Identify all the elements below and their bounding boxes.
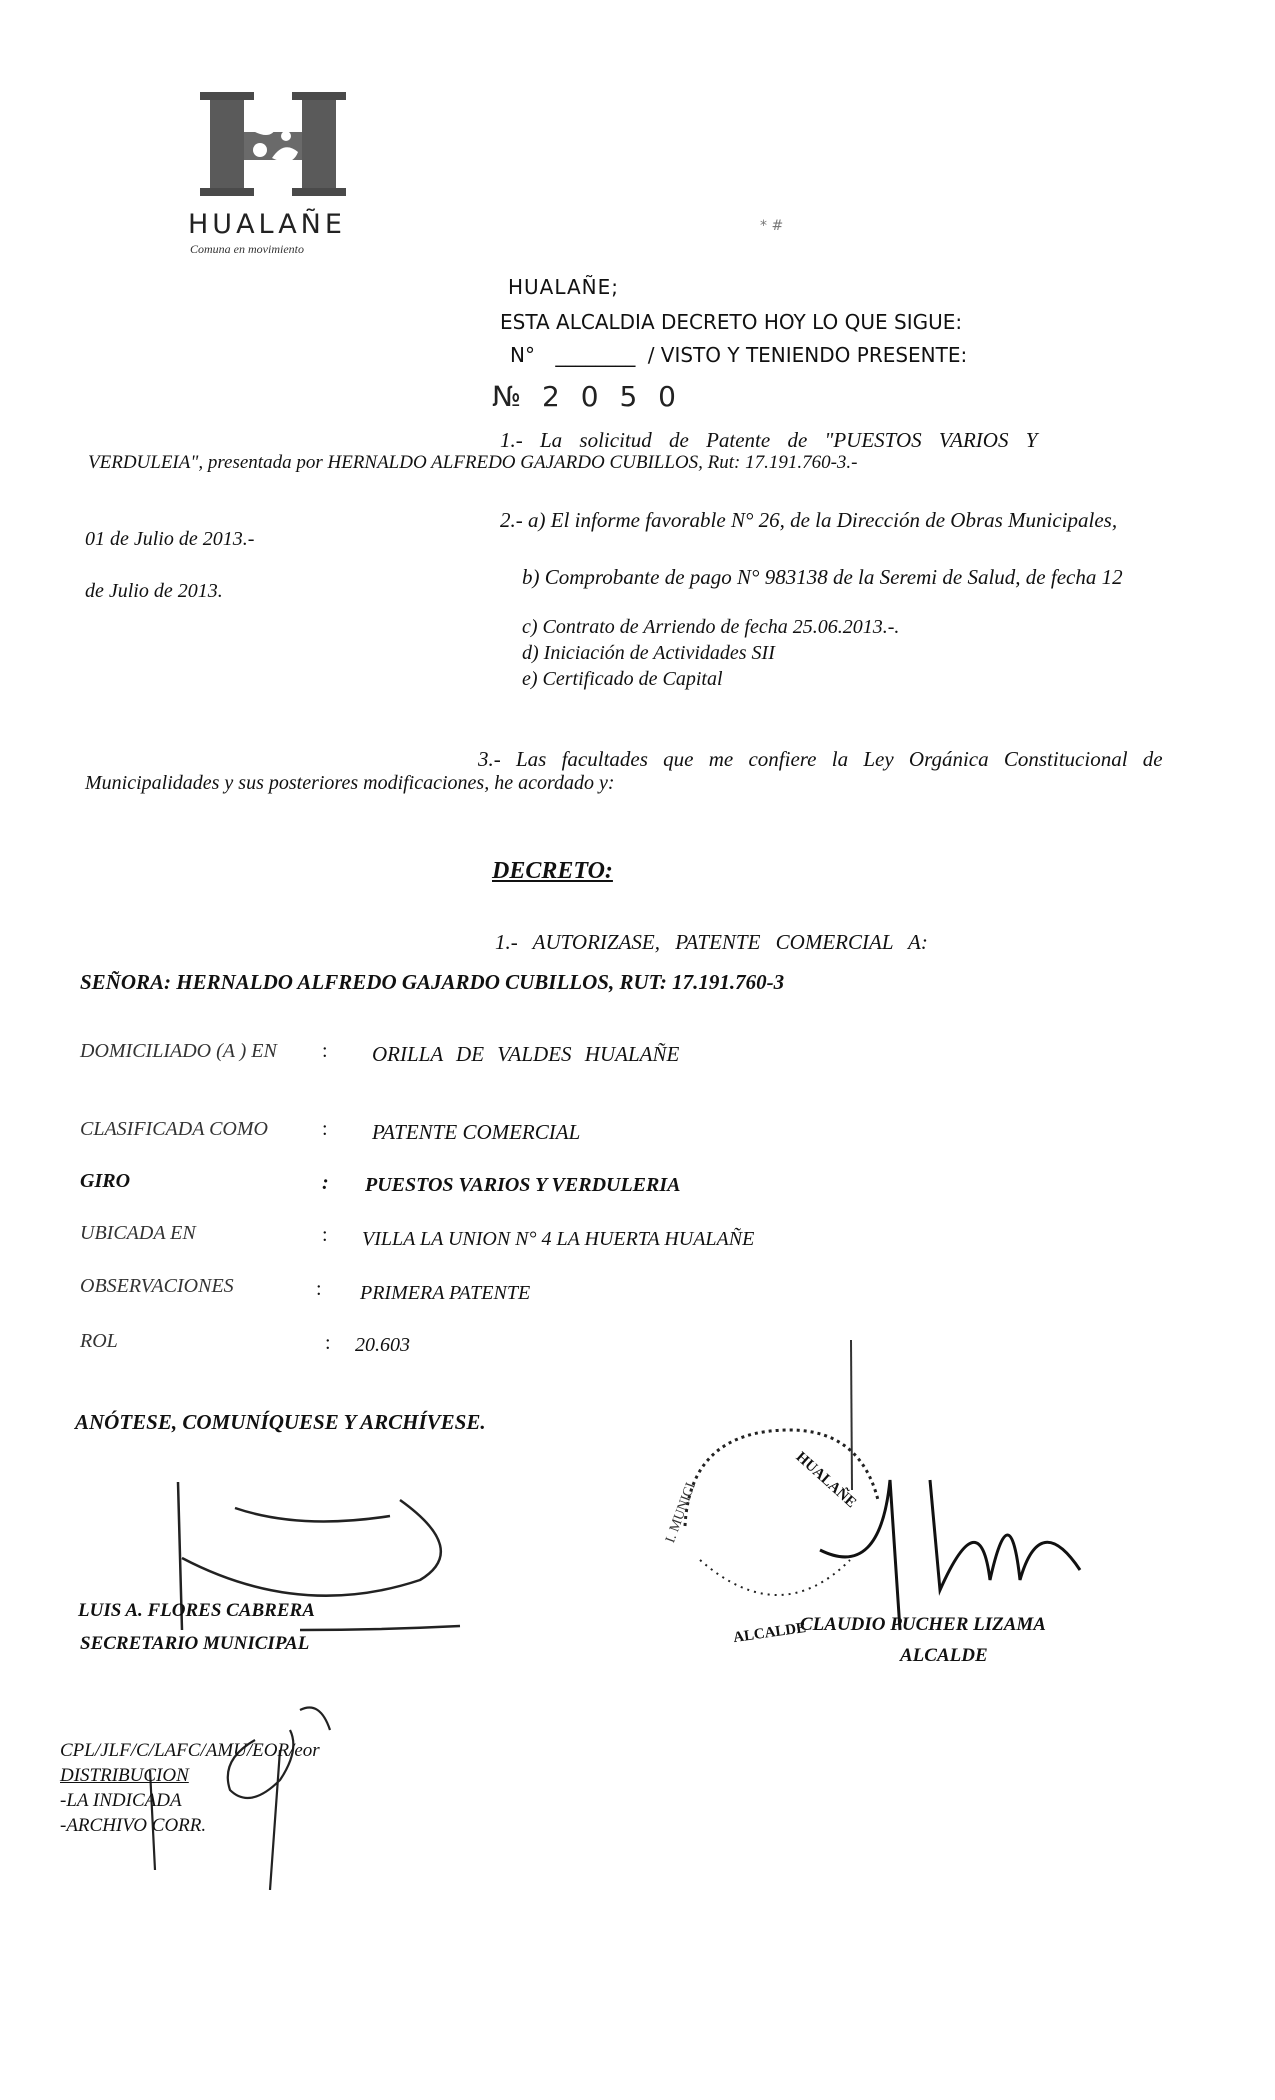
field-value: PATENTE COMERCIAL	[372, 1120, 581, 1144]
decreto-authorization: 1.- AUTORIZASE, PATENTE COMERCIAL A:	[495, 930, 928, 954]
considerando-2c: c) Contrato de Arriendo de fecha 25.06.2013.-.	[522, 616, 900, 638]
considerando-1-cont: VERDULEIA", presentada por HERNALDO ALFREDO GAJARDO CUBILLOS, Rut: 17.191.760-3.-	[88, 452, 858, 473]
header-number-line	[510, 343, 967, 367]
considerando-2e: e) Certificado de Capital	[522, 668, 723, 690]
decreto-beneficiary: SEÑORA: HERNALDO ALFREDO GAJARDO CUBILLOS, RUT: 17.191.760-3	[80, 970, 785, 994]
footer-dist-1: -LA INDICADA	[60, 1790, 182, 1811]
considerando-3-cont: Municipalidades y sus posteriores modificaciones, he acordado y:	[85, 772, 615, 794]
field-value: 20.603	[355, 1334, 410, 1356]
decreto-title: DECRETO:	[492, 858, 613, 884]
footer-distribucion: DISTRIBUCION	[60, 1765, 189, 1786]
considerando-3: 3.- Las facultades que me confiere la Ley Orgánica Constitucional de	[478, 747, 1163, 771]
municipality-logo-icon	[190, 88, 370, 200]
field-value: PUESTOS VARIOS Y VERDULERIA	[365, 1174, 681, 1196]
top-stamp-mark: * #	[760, 218, 784, 234]
secretary-title: SECRETARIO MUNICIPAL	[80, 1633, 310, 1654]
seal-text-bottom: ALCALDE	[732, 1619, 808, 1647]
considerando-2a: 2.- a) El informe favorable N° 26, de la Dirección de Obras Municipales,	[500, 508, 1118, 532]
field-value: VILLA LA UNION N° 4 LA HUERTA HUALAÑE	[362, 1228, 755, 1250]
field-label: UBICADA EN	[80, 1222, 196, 1244]
number-blank: ________	[555, 343, 636, 367]
footer-dist-2: -ARCHIVO CORR.	[60, 1815, 207, 1836]
handwritten-decree-number: № 2 0 5 0	[492, 380, 682, 413]
field-value: PRIMERA PATENTE	[360, 1282, 531, 1304]
number-label: N°	[510, 343, 535, 367]
seal-text-left: I. MUNICI	[663, 1480, 699, 1545]
field-label: ROL	[80, 1330, 118, 1352]
footer-initials: CPL/JLF/C/LAFC/AMU/EOR/eor	[60, 1740, 320, 1761]
logo-name: HUALAÑE	[188, 209, 346, 240]
closing-formula: ANÓTESE, COMUNÍQUESE Y ARCHÍVESE.	[75, 1410, 486, 1434]
field-colon: :	[322, 1172, 329, 1194]
mayor-name: CLAUDIO PUCHER LIZAMA	[800, 1614, 1046, 1635]
field-label: CLASIFICADA COMO	[80, 1118, 268, 1140]
considerando-2a-date: 01 de Julio de 2013.-	[85, 528, 255, 550]
mayor-signature-icon	[820, 1480, 1080, 1630]
logo-tagline: Comuna en movimiento	[190, 242, 304, 256]
logo	[190, 88, 370, 258]
field-colon: :	[322, 1040, 328, 1062]
municipal-seal-icon	[685, 1430, 878, 1526]
mayor-title: ALCALDE	[900, 1645, 988, 1666]
header-decree-line: ESTA ALCALDIA DECRETO HOY LO QUE SIGUE:	[500, 310, 963, 334]
considerando-2b-date: de Julio de 2013.	[85, 580, 223, 602]
considerando-1: 1.- La solicitud de Patente de "PUESTOS VARIOS Y	[500, 428, 1038, 452]
visto-label: / VISTO Y TENIENDO PRESENTE:	[647, 343, 968, 367]
field-label: DOMICILIADO (A ) EN	[80, 1040, 277, 1062]
considerando-2d: d) Iniciación de Actividades SII	[522, 642, 775, 664]
field-colon: :	[322, 1224, 328, 1246]
secretary-name: LUIS A. FLORES CABRERA	[78, 1600, 315, 1621]
header-city: HUALAÑE;	[508, 275, 619, 299]
field-colon: :	[322, 1118, 328, 1140]
field-label: GIRO	[80, 1170, 131, 1192]
seal-text-top: HUALAÑE	[792, 1449, 860, 1512]
margin-line-icon	[851, 1340, 852, 1490]
considerando-2b: b) Comprobante de pago N° 983138 de la Seremi de Salud, de fecha 12	[522, 565, 1123, 589]
field-colon: :	[316, 1278, 322, 1300]
field-value: ORILLA DE VALDES HUALAÑE	[372, 1042, 680, 1066]
field-colon: :	[325, 1332, 331, 1354]
field-label: OBSERVACIONES	[80, 1275, 234, 1297]
